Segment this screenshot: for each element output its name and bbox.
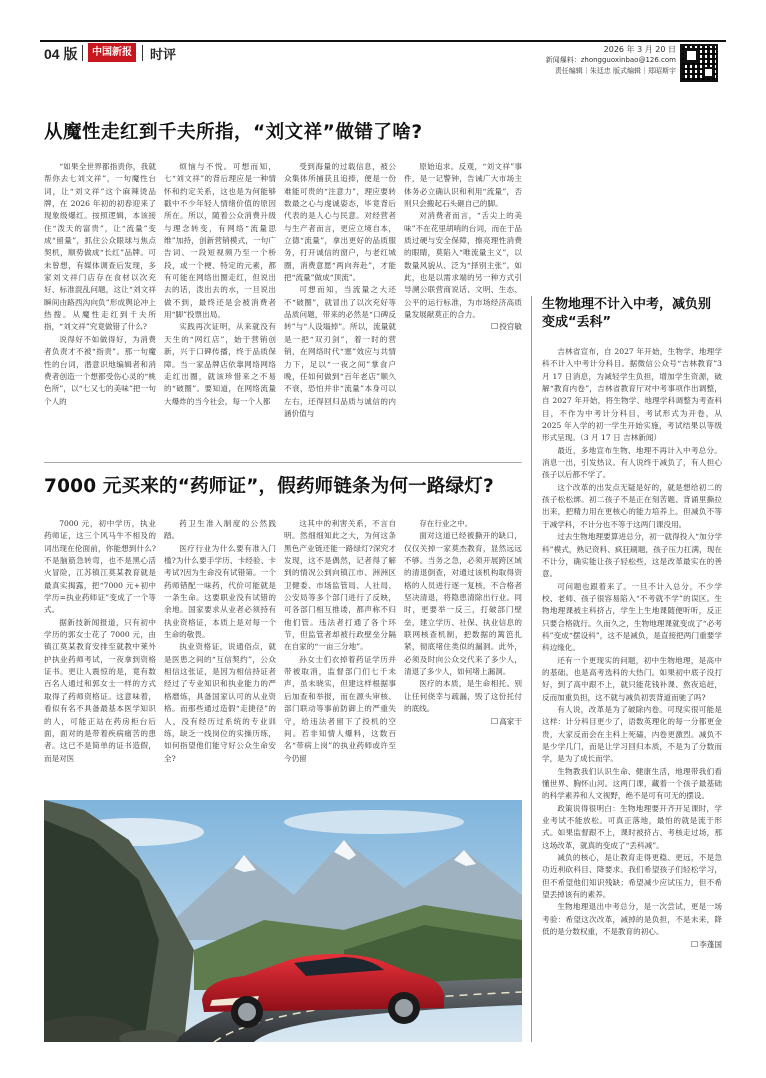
paragraph: 药卫生准入制度的公然践踏。 (164, 519, 276, 541)
section-title: 时评 (150, 48, 177, 63)
paragraph: 吉林省宣布，自 2027 年开始，生物学、地理学科不计入中考计分科目。据微信公众号“吉林教育”3 月 17 日消息，为减轻学生负担，增加学生资源，破解“教育内卷”，吉林省教育厅对中考事项作出调整，自 2027 年开始，将生物学、地理学科调整为考查科目，不作为中考计分科目，考试形式为开卷，从 2025 年入学的初一学生开始实施，考试结果以等级形式呈现。（3 月 17 日 吉林新闻） (542, 347, 722, 443)
article2-headline: 7000 元买来的“药师证”，假药师链条为何一路绿灯? (44, 476, 494, 497)
article1-column-1 (44, 161, 156, 461)
article1-column-4 (404, 161, 522, 461)
paragraph: 可想而知，当流量之大还不“破圈”，就冒出了以次充好等品质问题，带来的必然是“口碑反转”与“人设塌掉”。所以，流量就是一把“双刃剑”，着一时的营销，在网络时代“塞”效应与共情力下，足以“一夜之间”掌食户晚，任如何做到“百年老店”顺久不衰，恐怕并非“流量”本身可以左右，还得回归品质与诚信的内涵价值与 (284, 285, 396, 418)
article1-column-2 (164, 161, 276, 461)
paragraph: 这其中的利害关系，不言自明。然细细知此之大，为何这条黑色产业链还能一路绿灯?深究才发现，这不是偶然，记者得了解到的情况公到向镇江市、洲洲区卫健委、市场监管局、人社局、公安局等多个部门进行了反映，可各部门相互推诿，都声称不归他们管。违法者打通了各个环节，但监管者却被行政壁垒分隔在自家的“一亩三分地”。 (284, 519, 396, 652)
paragraph: 对消费者而言，“舌尖上的美味”不在花里胡哨的台词，而在于品质过硬与安全保障，擦亮理性消费的眼睛，莫陷入“唯流量主义”，以数量风貌从、泛为“择别主张”。如此，也是以需求端的另一种方式引导溯公联营商说话、文明、生态、公平的运行标准，为市场经济高质量发展献莫正的合力。 (404, 211, 522, 320)
paragraph: 这个改革的出发点无疑是好的，就是想给初二的孩子松松绑。初二孩子不是正在刻苦题、背诵里撕拉出来，把精力用在更核心的能力培养上。但减负不等于减学科，不计分也不等于这两门课没用。 (542, 482, 722, 529)
paragraph: “如果全世界都指责你，我就帮你去七刘文祥”，一句魔性台词，让“刘文祥”这个麻辣烫品牌，在 2026 年初的初春迎来了现象级爆红。按照逻辑，本该接住“泼天的富贵”，让“流量”变成“留量”，抓住公众眼球与焦点契机，顺势做成“长红”品牌。可未曾想，有媒体调查后发现，多家刘文祥门店存在食材以次充好、标准混乱问题，这让“刘文祥瞬间由路西沟向负”形成舆论冲上热搜。从魔性走红到千夫所指，“刘文祥”究竟做错了什么? (44, 162, 156, 332)
paragraph: 说得好不如做得好，为消费者负责才不被“指责”。那一句魔性的台词，潜意识地编辑者和消费者创造一个想都受伤心灵的“桃色所”，以“七又七的美味”把一句个人的 (44, 334, 156, 406)
issue-date: 2026 年 3 月 20 日 (603, 45, 676, 54)
paragraph: 存在行业之中。 (419, 519, 473, 528)
column-divider (531, 296, 532, 1042)
paragraph: 可问题也跟着来了。一旦不计入总分，不少学校、老师、孩子很容易陷入“不考就不学”的误区。生物地理课被主科挤占，学生上生地课随便听听，反正只要合格就行。久而久之，生物地理课就变成了“必考科”变成“摆设科”，这不是减负，是直接把两门重要学科边缘化。 (542, 581, 722, 653)
paragraph: 政策说得很明白：生物地理要开齐开足课时，学业考试不能放松。可真正落地，最怕的就是流于形式。如果监督跟不上，课时被挤占、考核走过场，那这场改革，就真的变成了“丢科减”。 (542, 803, 722, 850)
paragraph: 医疗的本质，是生命相托。别让任何侥幸与疏漏，毁了这份托付的底线。 (404, 679, 522, 714)
article1-column-3 (284, 161, 396, 461)
paragraph: 医疗行业为什么要有准入门槛?为什么要手学历、卡经验、卡考试?因为生命没有试错第。一个药师错配一味药，代价可能就是一条生命。这要职业没有试错的余地。国家要求从业者必须持有执业资格证，本质上是对每一个生命的敬畏。 (164, 543, 276, 640)
paragraph: 过去生物地理要算进总分，初一就得投入“加分学科”模式，熟记资料、疯狂刷题，孩子压力扛满，现在不计分，确实能让孩子轻松些，这是改革最实在的善意。 (542, 532, 722, 579)
article2-column-3 (284, 518, 396, 800)
editor-credits: 责任编辑｜朱廷忠 版式编辑｜郑昭斯宇 (554, 67, 676, 75)
paragraph: 据新技新闻报道，只有初中学历的郭女士花了 7000 元，由镇江莫某教育安排至就教中莱外护执业药师考试，一夜拿到资格证书。更让人震惊的是，竟有数百名人通过和郭女士一样的方式取得了药师资格证。这意味着，看似有名不具备最基本医学知识的人，可能正站在药房柜台后面，面对的是带着疾病痛苦的患者。这已不是简单的证书造假，而是对医 (44, 617, 156, 763)
paragraph: 烦恼与不悦。可想而知，七“刘文祥”的背后理应是一种情怀和约定关系，这也是为何能够戳中不少年轻人情绪价值的原因所在。所以，随着公众消费升级与理念转变，有网络“流量思维”加持，创新营销模式，一句广告词、一段短视频乃至一个桥段，或一个梗、特定的元素，都有可能在网络出圈走红，但说出去的话，泼出去的水，一旦说出做不到，最终还是会被消费者用“脚”投票出局。 (164, 162, 276, 320)
section-divider (44, 462, 522, 463)
qr-code-icon (680, 44, 718, 82)
paragraph: 最近，多地宣布生物、地理不再计入中考总分。消息一出，引发热议。有人说终于减负了，有人担心孩子以后都不学了。 (542, 445, 722, 480)
paragraph: 还有一个更现实的问题，初中生物地理，是高中的基础。也是高考选科的大热门。如果初中底子没打好，到了高中跟不上，就只能花钱补课、熬夜追赶，反而加重负担，这不就与减负初衷背道而驰了吗? (542, 655, 722, 702)
paragraph: 生物教我们认识生命、健康生活，地理带我们看懂世界、胸怀山河。这两门课，藏着一个孩子最基础的科学素养和人文视野，绝不是可有可无的摆设。 (542, 766, 722, 801)
article3-author: ☐ 李蓬国 (542, 939, 722, 951)
sports-car-photo (44, 800, 522, 1042)
paragraph: 减负的核心，是让教育走得更稳、更远，不是急功近利砍科目、降要求。我们希望孩子们轻松学习，但不希望他们知识残缺；希望减少应试压力，但不希望丢掉该有的素养。 (542, 853, 722, 900)
paragraph: 面对这道已经被撕开的缺口，仅仅关掉一家莫杰教育，显然远远不够。当务之急，必须开展跨区域的清退倒查，对通过该机构取得资格的人员进行逐一复核，不合格者坚决清退，将隐患清除出行业。同时，更要举一反三，打破部门壁垒，建立学历、社保、执业信息的联网核查机制，把数据的篱笆扎紧，彻底堵住类似的漏洞。此外，必须及时向公众交代来了多少人，清退了多少人，如何堵上漏洞。 (404, 531, 522, 677)
article2-column-1 (44, 518, 156, 800)
paragraph: 生物地理退出中考总分，是一次尝试，更是一场考验：希望这次改革，减掉的是负担，不是未来，降低的是分数权重，不是教育的初心。 (542, 902, 722, 937)
masthead-divider (82, 45, 83, 61)
paragraph: 受到海量的过载信息，被公众集体所捕获且追捧，便是一份难能可贵的“注意力”，理应要转数最之心与虔诚姿态，毕竟背后代表的是人心与民意。对经营者与生产者而言，更应立境自本，立德“流量”，拿出更好的品质服务，打开诚信的窗户，与老红城圈，消费意愿“两向奔赴”，才能把“流量”做成“顶流”。 (284, 162, 396, 283)
issue-info (546, 44, 676, 77)
tip-email: 新闻爆料：zhongguoxinbao@126.com (545, 56, 676, 64)
paragraph: 原始追求。反观，“刘文祥”事件，是一记警钟，告诫广大市场主体务必立确认识和利用“流量”，否则只会搬起石头砸自己的脚。 (404, 162, 522, 209)
article2-column-2 (164, 518, 276, 800)
paragraph: 有人说，改革是为了破除内卷。可现实很可能是这样：计分科目更少了，语数英理化的每一分都更金贵，大家反而会在主科上死磕，内卷更激烈。减负不是少学几门，而是让学习回归本质，不是为了分数而学，是为了成长而学。 (542, 704, 722, 764)
page-number: 04 版 (44, 46, 78, 62)
article2-column-4 (404, 518, 522, 800)
paragraph: 孙女士们衣掉着药证学历并带被取消，监督部门们七千未声，虽未晓实，但建这样根据事后加查和举报，而在源头审核、部门联动等事前防御上的严重失守，给违法者留下了投机的空间。若非知情人爆料，这数百名“带病上岗”的执业药师或许至今仍留 (284, 654, 396, 763)
car-mountain-illustration (44, 800, 522, 1042)
paragraph: 实践再次证明，从来就没有天生的“网红店”，始于营销创新，兴于口碑传播，终于品质保障。当一家品牌店依靠网络网络走红出圈，就该珍惜来之不易的“破圈”。要知道，在网络流量大爆炸的当今社会，每一个人都 (164, 322, 276, 406)
article1-author: ☐ 投官敏 (404, 321, 522, 333)
paragraph: 7000 元，初中学历，执业药师证，这三个风马牛不相及的词出现在伦面前，你能想到什么?不是脑筋急转弯，也不是黑心活火冒险，江苏镇江莫某教育就是最真实揭露，把“7000 元+初中学历=执业药师证”变成了一个等式。 (44, 519, 156, 615)
paragraph: 执业资格证，说通俗点，就是医患之间的“互信契约”，公众相信这张证，是因为相信持证者经过了专业知识和执业能力的严格磨炼，具备国家认可的从业资格。而那些通过造假“走捷径”的人，没有经历过系统的专业训练，缺乏一线岗位的实操历练，如何指望他们能守好公众生命安全? (164, 642, 276, 763)
article1-headline: 从魔性走红到千夫所指，“刘文祥”做错了啥? (44, 122, 423, 143)
article2-author: ☐ 高家干 (404, 716, 522, 728)
newspaper-logo: 中国新报 (88, 43, 136, 62)
article3-headline: 生物地理不计入中考，减负别变成“丢科” (542, 297, 712, 330)
masthead-rule (40, 40, 726, 42)
masthead-divider (142, 45, 143, 61)
article3-body (542, 346, 722, 1034)
